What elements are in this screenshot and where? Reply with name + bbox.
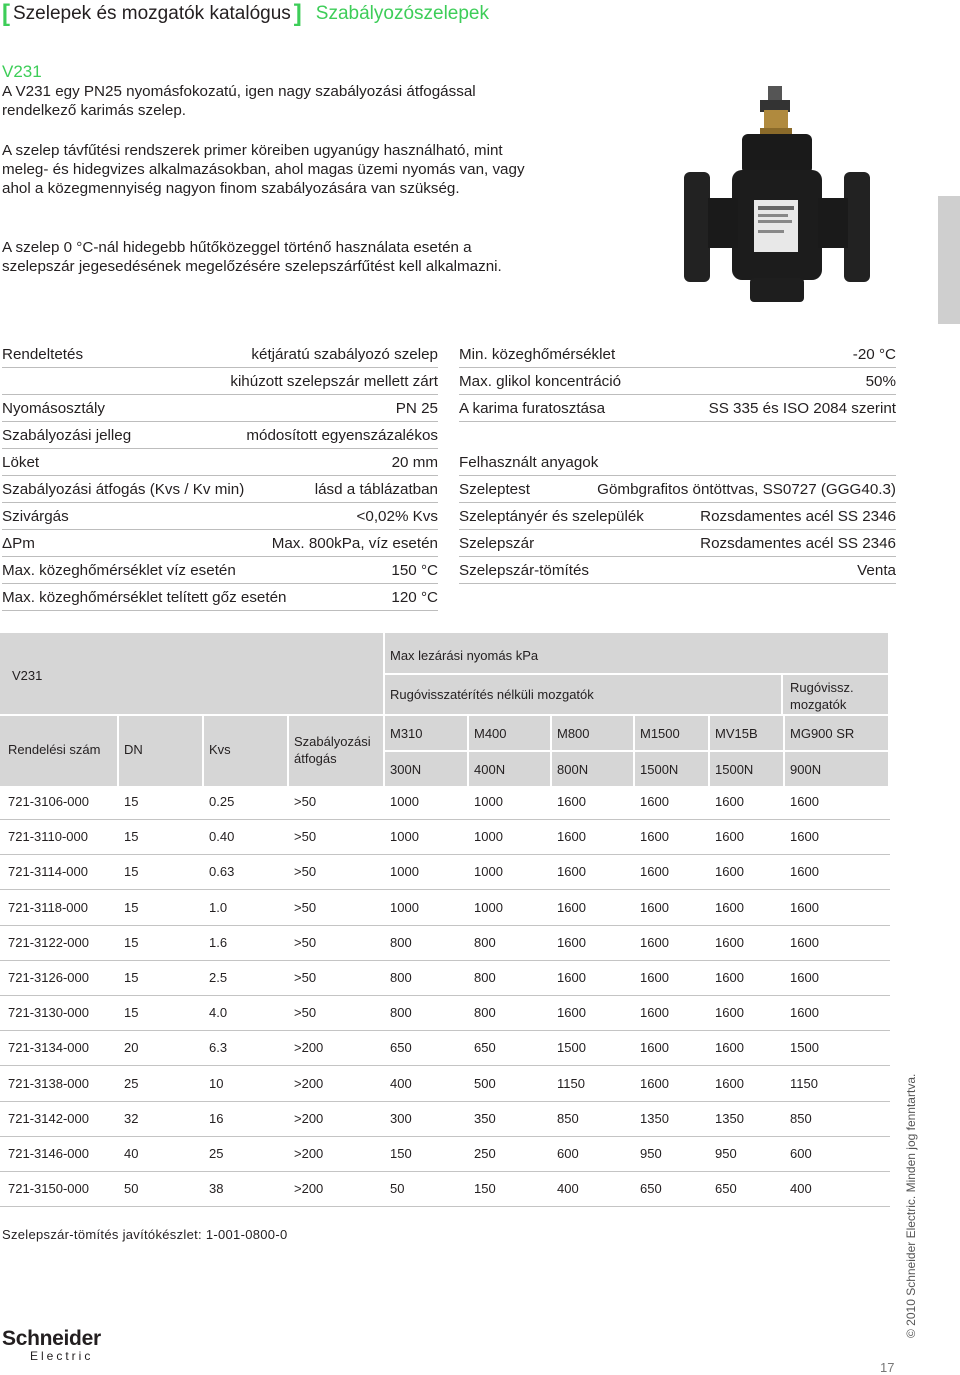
table-cell: >50 <box>294 1005 317 1021</box>
actuator-name: MG900 SR <box>790 726 855 741</box>
spec-label: ΔPm <box>2 534 35 552</box>
table-cell: 800 <box>474 1005 496 1021</box>
table-row <box>0 1031 890 1066</box>
no-return-title: Rugóvisszatérítés nélküli mozgatók <box>390 687 594 702</box>
table-cell: 16 <box>209 1110 224 1126</box>
table-cell: 15 <box>124 899 139 915</box>
table-cell: 1600 <box>640 970 669 985</box>
table-cell: 150 <box>474 1181 496 1197</box>
table-cell: 650 <box>390 1040 412 1056</box>
logo-line-2: Electric <box>30 1349 94 1363</box>
spec-row-left <box>2 395 438 422</box>
spec-label: Nyomásosztály <box>2 399 105 417</box>
table-cell: 1600 <box>557 899 586 915</box>
spec-row-left <box>2 557 438 584</box>
table-cell: 1600 <box>715 1005 744 1021</box>
table-cell: 721-3142-000 <box>8 1110 89 1126</box>
table-cell: >50 <box>294 934 317 950</box>
intro-paragraph-1: A V231 egy PN25 nyomásfokozatú, igen nagy szabályozási átfogással rendelkező karimás szelep. <box>2 83 476 119</box>
table-row <box>0 1137 890 1172</box>
table-cell: 1600 <box>557 794 586 809</box>
table-cell: 1000 <box>474 794 503 809</box>
table-cell: 2.5 <box>209 970 228 985</box>
table-cell: 0.40 <box>209 829 235 845</box>
actuator-force: 1500N <box>715 762 754 777</box>
table-cell: 38 <box>209 1181 224 1197</box>
table-cell: 1150 <box>557 1075 585 1091</box>
table-cell: 1600 <box>640 864 669 880</box>
spec-value: lásd a táblázatban <box>314 480 438 498</box>
table-cell: 50 <box>124 1181 139 1197</box>
table-row <box>0 1172 890 1207</box>
table-row <box>0 1102 890 1137</box>
material-row <box>459 530 896 557</box>
table-cell: 1600 <box>790 899 819 915</box>
product-code: V231 <box>2 62 42 81</box>
table-cell: 1600 <box>557 970 586 985</box>
table-cell: 721-3138-000 <box>8 1075 89 1091</box>
spec-value: módosított egyenszázalékos <box>246 426 438 444</box>
table-cell: >50 <box>294 970 317 985</box>
table-cell: 10 <box>209 1075 224 1091</box>
table-cell: 721-3118-000 <box>8 899 88 915</box>
table-cell: 1600 <box>640 1075 669 1091</box>
table-cell: >50 <box>294 794 317 809</box>
spec-label: Szabályozási átfogás (Kvs / Kv min) <box>2 480 245 498</box>
table-cell: 500 <box>474 1075 496 1091</box>
table-cell: 1600 <box>640 829 669 845</box>
table-cell: 0.63 <box>209 864 235 880</box>
actuator-name: MV15B <box>715 726 758 741</box>
table-cell: 1600 <box>640 1005 669 1021</box>
table-cell: 1600 <box>715 899 744 915</box>
table-cell: 15 <box>124 970 139 985</box>
repair-kit-note: Szelepszár-tömítés javítókészlet: 1-001-0800-0 <box>2 1227 288 1242</box>
table-cell: 1600 <box>715 794 744 809</box>
table-cell: 1600 <box>640 1040 669 1056</box>
spring-return-title: Rugóvissz. mozgatók <box>790 680 854 712</box>
table-cell: >200 <box>294 1040 324 1056</box>
col-dn: DN <box>124 742 143 757</box>
table-cell: 1000 <box>390 864 419 880</box>
spec-value: 20 mm <box>391 453 438 471</box>
table-cell: 6.3 <box>209 1040 228 1056</box>
materials-heading: Felhasznált anyagok <box>459 449 896 476</box>
spec-label: Szabályozási jelleg <box>2 426 132 444</box>
spec-list-left <box>2 341 438 611</box>
table-cell: 721-3146-000 <box>8 1146 89 1161</box>
table-cell: 1600 <box>640 899 669 915</box>
table-row <box>0 926 890 961</box>
table-cell: 1000 <box>474 829 503 845</box>
table-row <box>0 961 890 996</box>
table-cell: 850 <box>557 1110 579 1126</box>
table-cell: 800 <box>390 934 412 950</box>
actuator-force: 800N <box>557 762 589 777</box>
table-cell: 1000 <box>390 899 419 915</box>
spec-value: Venta <box>857 561 896 579</box>
actuator-force: 1500N <box>640 762 679 777</box>
spec-spacer <box>459 422 896 449</box>
table-cell: 1600 <box>557 829 586 845</box>
table-row <box>0 1067 890 1102</box>
header-bg-model <box>0 633 383 714</box>
actuator-force: 400N <box>474 762 506 777</box>
table-cell: 1600 <box>790 864 819 880</box>
table-cell: 600 <box>557 1146 579 1161</box>
table-cell: 800 <box>474 934 496 950</box>
spec-row-right <box>459 395 896 422</box>
table-cell: 40 <box>124 1146 139 1161</box>
table-cell: 400 <box>790 1181 812 1197</box>
actuator-name: M1500 <box>640 726 680 741</box>
spec-value: 120 °C <box>391 588 438 606</box>
copyright-note: © 2010 Schneider Electric. Minden jog fenntartva. <box>904 1073 918 1338</box>
table-cell: 1600 <box>790 970 819 985</box>
material-row <box>459 503 896 530</box>
table-cell: 15 <box>124 934 139 950</box>
table-cell: 1600 <box>715 970 744 985</box>
table-row <box>0 996 890 1031</box>
table-cell: 1350 <box>640 1110 669 1126</box>
actuator-name: M800 <box>557 726 590 741</box>
logo-line-1: Schneider <box>2 1327 101 1350</box>
table-row <box>0 855 890 890</box>
spec-value: 150 °C <box>391 561 438 579</box>
table-cell: 400 <box>557 1181 579 1197</box>
table-cell: 1500 <box>790 1040 819 1056</box>
table-cell: 0.25 <box>209 794 235 809</box>
table-cell: 1600 <box>790 794 819 809</box>
table-cell: 650 <box>640 1181 662 1197</box>
valve-image <box>672 80 882 310</box>
table-cell: 800 <box>390 1005 412 1021</box>
table-cell: 650 <box>474 1040 496 1056</box>
table-cell: 25 <box>209 1146 224 1161</box>
side-tab-marker <box>938 196 960 324</box>
table-cell: 1600 <box>715 864 744 880</box>
table-cell: 1600 <box>557 1005 586 1021</box>
table-cell: 721-3130-000 <box>8 1005 89 1021</box>
actuator-name: M400 <box>474 726 507 741</box>
table-cell: 721-3122-000 <box>8 934 89 950</box>
table-cell: 150 <box>390 1146 412 1161</box>
table-cell: 1000 <box>390 794 419 809</box>
material-row <box>459 476 896 503</box>
table-cell: 32 <box>124 1110 139 1126</box>
spec-row-left <box>2 449 438 476</box>
table-cell: >50 <box>294 829 317 845</box>
table-cell: 1.0 <box>209 899 228 915</box>
bracket-open: [ <box>2 0 10 27</box>
table-cell: 721-3126-000 <box>8 970 89 985</box>
section-title: Szabályozószelepek <box>315 3 489 24</box>
table-cell: 721-3110-000 <box>8 829 88 845</box>
table-row <box>0 785 890 820</box>
table-cell: 1600 <box>640 794 669 809</box>
table-cell: 250 <box>474 1146 496 1161</box>
table-cell: 1600 <box>715 1040 744 1056</box>
table-row <box>0 891 890 926</box>
table-cell: 800 <box>474 970 496 985</box>
table-cell: 25 <box>124 1075 139 1091</box>
table-cell: >50 <box>294 864 317 880</box>
spec-label: Szeleptest <box>459 480 530 498</box>
table-cell: 721-3114-000 <box>8 864 88 880</box>
spec-label: A karima furatosztása <box>459 399 606 417</box>
table-cell: 1600 <box>557 934 586 950</box>
table-cell: 1600 <box>715 934 744 950</box>
page-number: 17 <box>880 1360 895 1375</box>
table-cell: 800 <box>390 970 412 985</box>
spec-value: Gömbgrafitos öntöttvas, SS0727 (GGG40.3) <box>597 480 896 498</box>
catalog-title: Szelepek és mozgatók katalógus <box>13 3 291 24</box>
table-cell: 1000 <box>474 864 503 880</box>
spec-label: Szelepszár-tömítés <box>459 561 589 579</box>
spec-value: Rozsdamentes acél SS 2346 <box>700 507 896 525</box>
table-cell: 1000 <box>390 829 419 845</box>
table-cell: 721-3106-000 <box>8 794 89 809</box>
spec-value: PN 25 <box>395 399 438 417</box>
table-cell: 1.6 <box>209 934 228 950</box>
spec-row-left <box>2 476 438 503</box>
spec-label: Max. glikol koncentráció <box>459 372 622 390</box>
spec-label: Löket <box>2 453 40 471</box>
spec-label: Szelepszár <box>459 534 535 552</box>
spec-row-right <box>459 368 896 395</box>
table-cell: 1000 <box>474 899 503 915</box>
table-cell: 50 <box>390 1181 405 1197</box>
spec-value: 50% <box>865 372 896 390</box>
spec-row-left <box>2 584 438 611</box>
spec-label: Max. közeghőmérséklet víz esetén <box>2 561 236 579</box>
spec-row-left <box>2 422 438 449</box>
table-cell: >50 <box>294 899 317 915</box>
spec-value: kihúzott szelepszár mellett zárt <box>230 372 438 390</box>
table-cell: 1600 <box>715 1075 744 1091</box>
bracket-close: ] <box>293 0 302 27</box>
intro-paragraph-3: A szelep 0 °C-nál hidegebb hűtőközeggel történő használata esetén a szelepszár jegesedésének megelőzésére szelepszárfűtést kell alkalmazni. <box>2 239 502 275</box>
page-header <box>2 2 489 26</box>
spec-label: Szivárgás <box>2 507 69 525</box>
table-cell: 350 <box>474 1110 496 1126</box>
table-cell: 950 <box>640 1146 662 1161</box>
table-cell: 1600 <box>790 934 819 950</box>
col-range: Szabályozási átfogás <box>294 734 371 766</box>
table-cell: 15 <box>124 829 139 845</box>
spec-value: kétjáratú szabályozó szelep <box>251 345 438 363</box>
spec-label: Szeleptányér és szelepülék <box>459 507 644 525</box>
table-cell: >200 <box>294 1075 324 1091</box>
table-cell: 850 <box>790 1110 812 1126</box>
intro-paragraph-2: A szelep távfűtési rendszerek primer köreiben ugyanúgy használható, mint meleg- és hidegvizes alkalmazásokban, ahol magas üzemi nyomás van, vagy ahol a közegmennyiség nagyon finom szabályozására van szükség. <box>2 142 525 197</box>
table-cell: 300 <box>390 1110 412 1126</box>
col-kvs: Kvs <box>209 742 231 757</box>
closing-pressure-title: Max lezárási nyomás kPa <box>390 648 539 663</box>
spec-value: Rozsdamentes acél SS 2346 <box>700 534 896 552</box>
table-cell: >200 <box>294 1110 324 1126</box>
table-cell: 20 <box>124 1040 139 1056</box>
schneider-logo <box>2 1328 101 1362</box>
spec-value: <0,02% Kvs <box>356 507 438 525</box>
table-cell: 950 <box>715 1146 737 1161</box>
spec-label: Min. közeghőmérséklet <box>459 345 616 363</box>
actuator-force: 900N <box>790 762 822 777</box>
spec-value: -20 °C <box>852 345 896 363</box>
table-row <box>0 820 890 855</box>
table-model: V231 <box>12 668 43 683</box>
table-cell: 721-3134-000 <box>8 1040 89 1056</box>
spec-label: Max. közeghőmérséklet telített gőz esetén <box>2 588 287 606</box>
table-cell: 400 <box>390 1075 412 1091</box>
table-cell: 1600 <box>715 829 744 845</box>
spec-row-right <box>459 341 896 368</box>
spec-value: SS 335 és ISO 2084 szerint <box>708 399 896 417</box>
table-cell: >200 <box>294 1181 324 1197</box>
actuator-name: M310 <box>390 726 423 741</box>
col-order-number: Rendelési szám <box>8 742 101 757</box>
actuator-force: 300N <box>390 762 422 777</box>
spec-label: Rendeltetés <box>2 345 84 363</box>
spec-row-left <box>2 503 438 530</box>
table-cell: 650 <box>715 1181 737 1197</box>
table-cell: 1150 <box>790 1075 818 1091</box>
table-cell: 1600 <box>640 934 669 950</box>
table-cell: 721-3150-000 <box>8 1181 89 1197</box>
material-row <box>459 557 896 584</box>
table-cell: >200 <box>294 1146 324 1161</box>
spec-row-left <box>2 530 438 557</box>
table-cell: 1600 <box>557 864 586 880</box>
spec-list-right <box>459 341 896 584</box>
table-cell: 4.0 <box>209 1005 228 1021</box>
table-cell: 600 <box>790 1146 812 1161</box>
spec-row-left <box>2 368 438 395</box>
spec-row-left <box>2 341 438 368</box>
table-cell: 15 <box>124 864 139 880</box>
table-cell: 1350 <box>715 1110 744 1126</box>
table-cell: 1600 <box>790 829 819 845</box>
table-cell: 1500 <box>557 1040 586 1056</box>
table-cell: 1600 <box>790 1005 819 1021</box>
spec-value: Max. 800kPa, víz esetén <box>271 534 438 552</box>
table-cell: 15 <box>124 1005 139 1021</box>
table-cell: 15 <box>124 794 139 809</box>
